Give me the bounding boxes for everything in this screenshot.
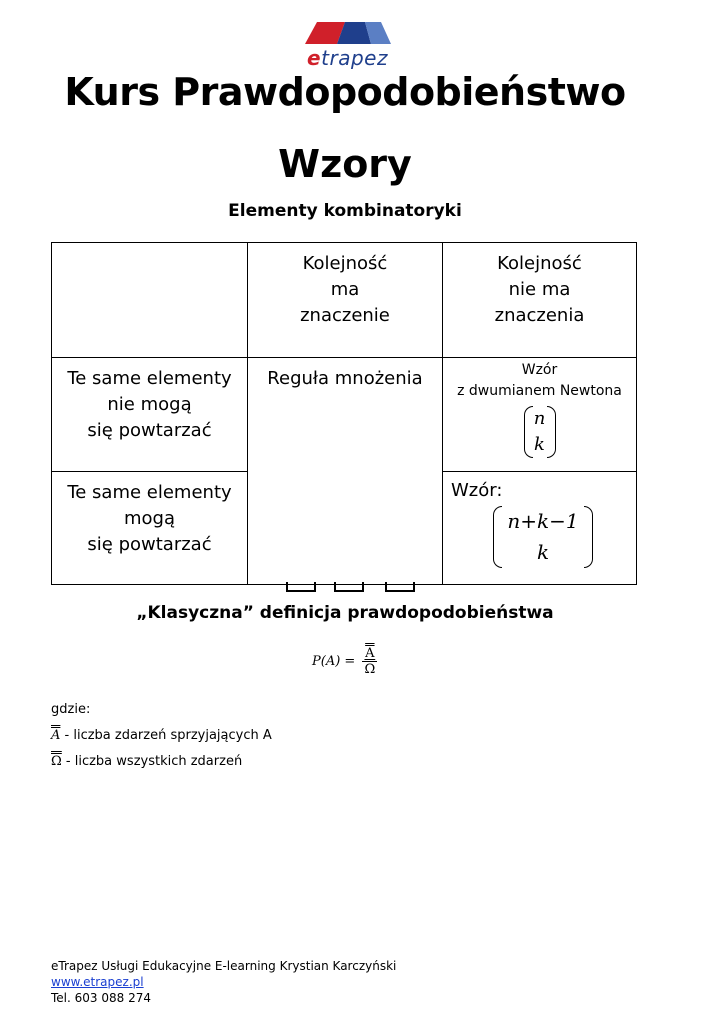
binomial-n-k: n k <box>524 406 556 458</box>
repetition-formula-cell <box>442 471 637 585</box>
row-label-repeat: Te same elementy mogą się powtarzać <box>51 471 248 585</box>
legend-item-favorable: A - liczba zdarzeń sprzyjających A <box>51 728 272 743</box>
footer-company: eTrapez Usługi Edukacyjne E-learning Krystian Karczyński <box>51 959 397 973</box>
combinatorics-table <box>51 242 637 585</box>
footer <box>51 958 396 1006</box>
table-corner-cell <box>51 242 248 358</box>
section-heading-combinatorics: Elementy kombinatoryki <box>228 201 462 221</box>
section-heading-classical-definition: „Klasyczna” definicja prawdopodobieństwa <box>136 603 554 623</box>
legend-heading: gdzie: <box>51 702 91 717</box>
logo-trapezoid-icon <box>303 20 393 46</box>
page-title: Kurs Prawdopodobieństwo <box>64 70 626 114</box>
legend <box>51 697 272 775</box>
legend-item-all: Ω - liczba wszystkich zdarzeń <box>51 754 243 769</box>
formula-label: Wzór: <box>451 480 503 501</box>
slot-box <box>385 582 415 592</box>
slot-box <box>334 582 364 592</box>
row-label-no-repeat: Te same elementy nie mogą się powtarzać <box>51 357 248 472</box>
slot-box <box>286 582 316 592</box>
multiplication-rule-cell <box>247 357 443 585</box>
multiplication-rule-label: Reguła mnożenia <box>267 368 423 389</box>
slot-boxes <box>278 578 416 592</box>
logo-text: etrapez <box>307 46 388 70</box>
probability-formula: P(A) = $\frac{A}{\Omega}$ <box>312 646 376 677</box>
footer-website-link[interactable]: www.etrapez.pl <box>51 975 144 989</box>
page-subtitle: Wzory <box>278 142 412 186</box>
newton-binomial-cell: Wzór z dwumianem Newtona n k <box>442 357 637 472</box>
header-order-not-matters: Kolejność nie ma znaczenia <box>442 242 637 358</box>
binomial-n-plus-k-minus-1: n+k−1 k <box>493 506 593 568</box>
header-order-matters: Kolejność ma znaczenie <box>247 242 443 358</box>
footer-phone: Tel. 603 088 274 <box>51 991 151 1005</box>
etrapez-logo <box>295 20 400 70</box>
